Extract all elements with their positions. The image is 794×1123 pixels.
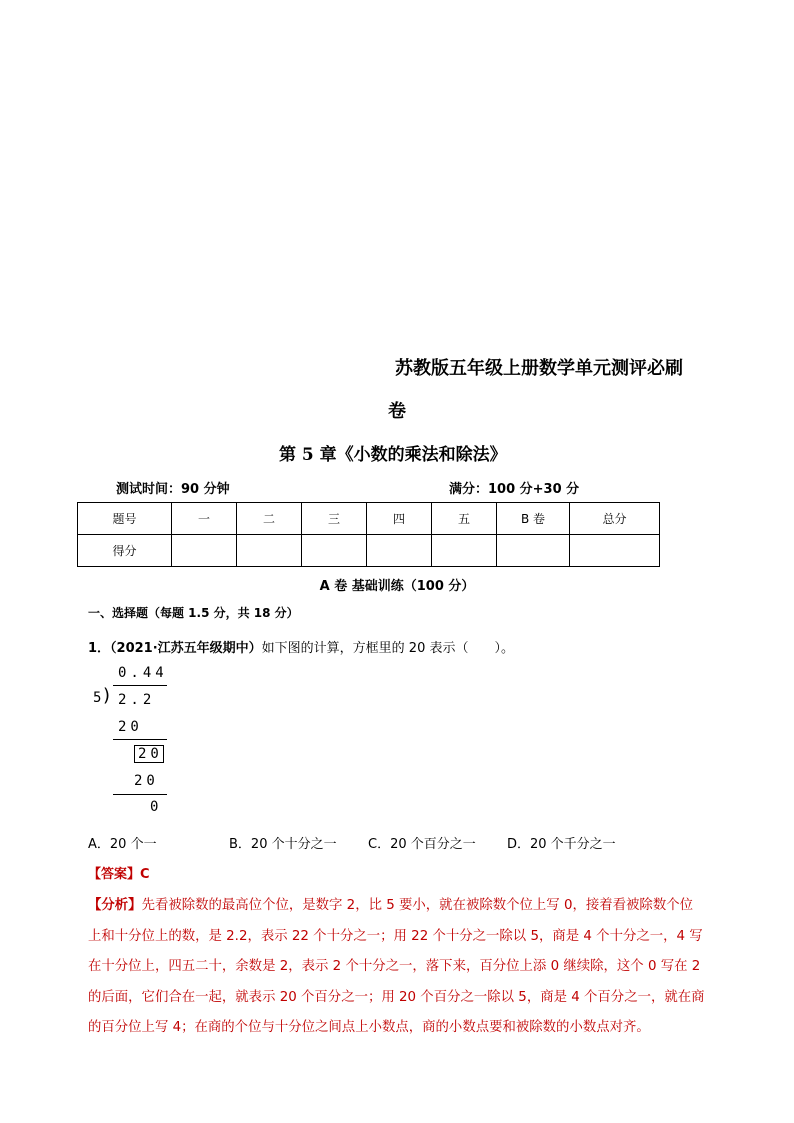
option-c[interactable]: C．20 个百分之一	[368, 837, 476, 852]
division-line1	[113, 739, 167, 740]
division-bar	[113, 685, 167, 686]
division-step2: 20	[134, 773, 159, 789]
score-header-cell: 一	[172, 503, 237, 535]
division-bracket: )	[103, 685, 111, 706]
option-a[interactable]: A．20 个一	[88, 837, 157, 852]
score-cell[interactable]	[570, 535, 660, 567]
question-1	[88, 637, 514, 656]
test-time: 测试时间：90 分钟	[116, 482, 230, 497]
question-number: 1．	[88, 641, 111, 656]
score-cell[interactable]	[172, 535, 237, 567]
part-title: 一、选择题（每题 1.5 分，共 18 分）	[88, 606, 299, 620]
question-text: 如下图的计算，方框里的 20 表示（ ）。	[261, 641, 514, 656]
section-title: A 卷 基础训练（100 分）	[319, 579, 475, 594]
division-remainder: 0	[150, 799, 163, 815]
division-boxed-number: 20	[134, 745, 164, 763]
score-cell[interactable]	[367, 535, 432, 567]
full-score: 满分：100 分+30 分	[449, 482, 580, 497]
score-header-cell: 四	[367, 503, 432, 535]
division-line2	[113, 794, 167, 795]
analysis-text: 先看被除数的最高位个位，是数字 2，比 5 要小，就在被除数个位上写 0，接着看被除数个位上和十分位上的数，是 2.2，表示 22 个十分之一；用 22 个十分之一除以 5，商是 4 个十分之一，4 写在十分位上，四五二十，余数是 2，表示 2 个十分之一，落下来，百分位上添 0 继续除，这个 0 写在 2 的后面，它们合在一起，就表示 20 个百分之一；用 20 个百分之一除以 5，商是 4 个百分之一，就在商的百分位上写 4；在商的个位与十分位之间点上小数点，商的小数点要和被除数的小数点对齐。	[88, 898, 705, 1035]
division-step1: 20	[118, 719, 143, 735]
analysis-label: 【分析】	[88, 898, 142, 913]
document-title-line2: 卷	[388, 401, 406, 422]
score-cell[interactable]	[497, 535, 570, 567]
chapter-title: 第 5 章《小数的乘法和除法》	[279, 445, 507, 465]
document-title-line1: 苏教版五年级上册数学单元测评必刷	[395, 358, 683, 379]
score-header-cell: 五	[432, 503, 497, 535]
option-b[interactable]: B．20 个十分之一	[229, 837, 337, 852]
score-row-label: 得分	[78, 535, 172, 567]
score-cell[interactable]	[237, 535, 302, 567]
division-quotient: 0.44	[118, 665, 168, 681]
division-divisor: 5	[93, 690, 106, 706]
score-header-cell: B 卷	[497, 503, 570, 535]
division-dividend: 2.2	[118, 692, 156, 708]
score-header-cell: 题号	[78, 503, 172, 535]
analysis-paragraph	[88, 891, 706, 1044]
score-table-header-row	[78, 503, 660, 535]
score-header-cell: 总分	[570, 503, 660, 535]
answer: 【答案】C	[88, 867, 150, 882]
score-header-cell: 二	[237, 503, 302, 535]
score-cell[interactable]	[302, 535, 367, 567]
score-header-cell: 三	[302, 503, 367, 535]
score-cell[interactable]	[432, 535, 497, 567]
question-source: （2021·江苏五年级期中）	[110, 641, 262, 656]
score-table-score-row	[78, 535, 660, 567]
option-d[interactable]: D．20 个千分之一	[507, 837, 616, 852]
score-table	[77, 502, 660, 567]
